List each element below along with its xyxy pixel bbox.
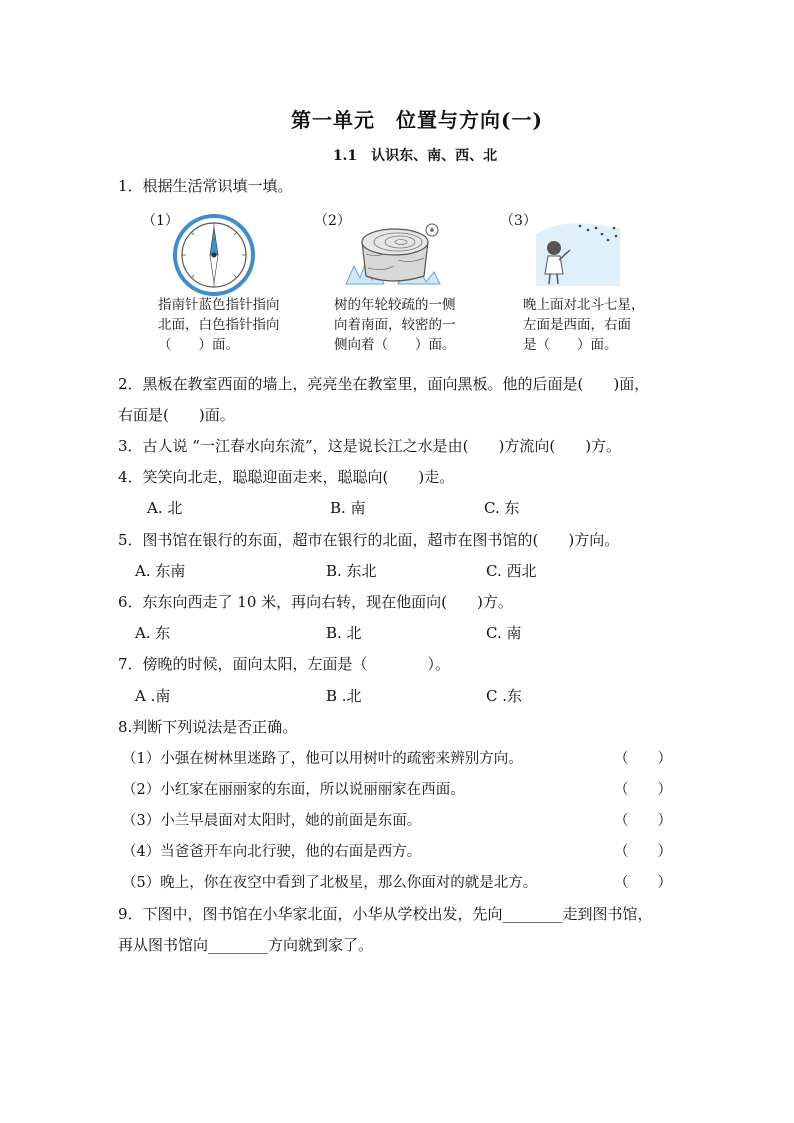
- q6-text: 6．东东向西走了 10 米，再向右转，现在他面向( )方。: [118, 593, 513, 611]
- caption-line: （ ）面。: [158, 337, 239, 353]
- q8-item-1-paren[interactable]: （ ）: [614, 751, 672, 767]
- q3-text: 3．古人说 “一江春水向东流”，这是说长江之水是由( )方流向( )方。: [118, 437, 622, 455]
- q6-option-a: A. 东: [135, 624, 171, 642]
- q8-item-2-paren[interactable]: （ ）: [614, 782, 672, 798]
- q7-text: 7．傍晚的时候，面向太阳，左面是（ ）。: [118, 655, 451, 673]
- q5-text: 5．图书馆在银行的东面，超市在银行的北面，超市在图书馆的( )方向。: [118, 531, 620, 549]
- q4-option-b: B. 南: [330, 499, 366, 517]
- q1-figure-2-label: （2）: [314, 213, 351, 229]
- q8-item-5-paren[interactable]: （ ）: [614, 875, 672, 891]
- q1-figure-1-caption: [158, 295, 308, 355]
- q8-item-4: （4）当爸爸开车向北行驶，他的右面是西方。: [122, 844, 422, 860]
- caption-line: 指南针蓝色指针指向: [158, 297, 280, 313]
- q4-text: 4．笑笑向北走，聪聪迎面走来，聪聪向( )走。: [118, 468, 455, 486]
- q6-option-b: B. 北: [326, 624, 362, 642]
- section-subtitle: 1.1 认识东、南、西、北: [332, 148, 498, 164]
- q1-figure-2-caption: [334, 295, 484, 355]
- compass-icon: [172, 213, 256, 297]
- caption-line: 树的年轮较疏的一侧: [334, 297, 456, 313]
- q4-option-c: C. 东: [484, 499, 520, 517]
- q8-prompt: 8.判断下列说法是否正确。: [118, 718, 298, 736]
- q4-option-a: A. 北: [147, 499, 183, 517]
- q1-figure-1-label: （1）: [142, 213, 179, 229]
- q8-item-3-paren[interactable]: （ ）: [614, 813, 672, 829]
- caption-line: 左面是西面，右面: [523, 317, 631, 333]
- q2-line-1: 2．黑板在教室西面的墙上，亮亮坐在教室里，面向黑板。他的后面是( )面，: [118, 375, 650, 393]
- q8-item-3: （3）小兰早晨面对太阳时，她的前面是东面。: [122, 813, 422, 829]
- q5-option-b: B. 东北: [326, 562, 377, 580]
- caption-line: 侧向着（ ）面。: [334, 337, 456, 353]
- q8-item-4-paren[interactable]: （ ）: [614, 844, 672, 860]
- caption-line: 晚上面对北斗七星，: [523, 297, 645, 313]
- tree-stump-icon: [338, 214, 448, 292]
- q7-option-c: C .东: [486, 687, 523, 705]
- q6-option-c: C. 南: [486, 624, 522, 642]
- page-title: 第一单元 位置与方向(一): [291, 108, 543, 132]
- q7-option-b: B .北: [326, 687, 362, 705]
- q5-option-c: C. 西北: [486, 562, 537, 580]
- caption-line: 北面，白色指针指向: [158, 317, 280, 333]
- q5-option-a: A. 东南: [135, 562, 186, 580]
- q1-prompt: 1．根据生活常识填一填。: [118, 177, 293, 195]
- q9-line-1: 9．下图中，图书馆在小华家北面，小华从学校出发，先向________走到图书馆，: [118, 905, 653, 923]
- q8-item-5: （5）晚上，你在夜空中看到了北极星，那么你面对的就是北方。: [122, 875, 538, 891]
- big-dipper-girl-icon: [530, 214, 624, 290]
- q8-item-2: （2）小红家在丽丽家的东面，所以说丽丽家在西面。: [122, 782, 465, 798]
- q1-figure-3-label: （3）: [500, 213, 537, 229]
- q8-item-1: （1）小强在树林里迷路了，他可以用树叶的疏密来辨别方向。: [122, 751, 523, 767]
- q2-line-2: 右面是( )面。: [118, 406, 235, 424]
- caption-line: 是（ ）面。: [523, 337, 618, 353]
- q1-figure-3-caption: [523, 295, 673, 355]
- q9-line-2: 再从图书馆向________方向就到家了。: [118, 936, 374, 954]
- caption-line: 向着南面，较密的一: [334, 317, 456, 333]
- q7-option-a: A .南: [135, 687, 171, 705]
